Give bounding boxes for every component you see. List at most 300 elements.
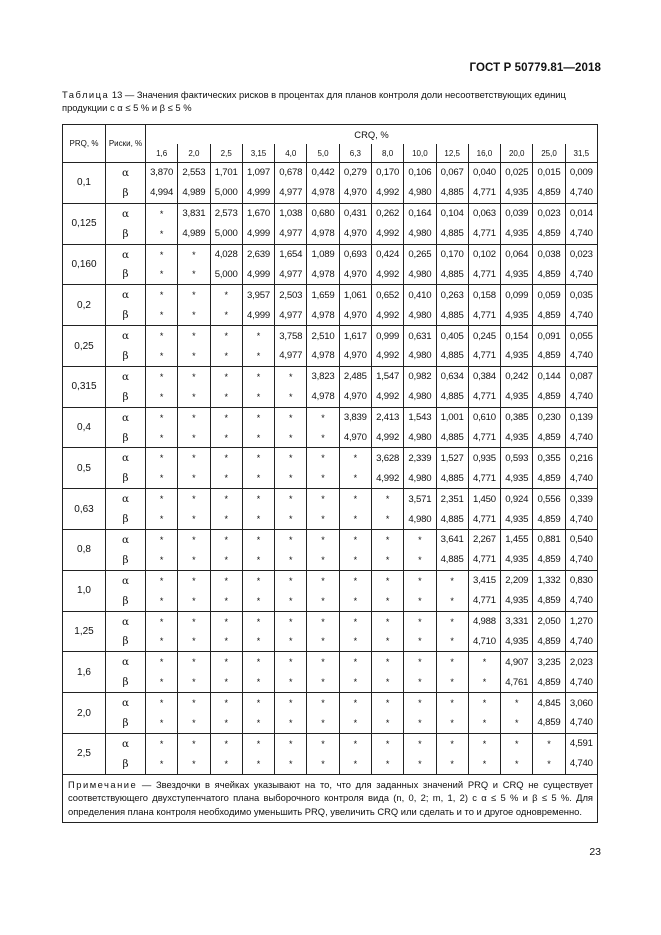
beta-value-cell: 5,000	[210, 183, 242, 203]
no-plan-star-cell: *	[242, 693, 274, 713]
prq-value-cell: 2,0	[63, 693, 106, 734]
beta-value-cell: 4,999	[242, 183, 274, 203]
alpha-value-cell: 1,547	[371, 366, 403, 386]
alpha-value-cell: 1,701	[210, 163, 242, 183]
no-plan-star-cell: *	[210, 570, 242, 590]
alpha-value-cell: 0,631	[404, 326, 436, 346]
no-plan-star-cell: *	[339, 448, 371, 468]
alpha-value-cell: 3,331	[501, 611, 533, 631]
beta-value-cell: 4,980	[404, 468, 436, 488]
crq-value-header: 10,0	[404, 144, 436, 163]
alpha-value-cell: 3,823	[307, 366, 339, 386]
alpha-value-cell: 0,693	[339, 244, 371, 264]
no-plan-star-cell: *	[210, 631, 242, 651]
no-plan-star-cell: *	[178, 489, 210, 509]
alpha-value-cell: 0,067	[436, 163, 468, 183]
no-plan-star-cell: *	[210, 285, 242, 305]
no-plan-star-cell: *	[178, 570, 210, 590]
no-plan-star-cell: *	[404, 570, 436, 590]
prq-value-cell: 0,160	[63, 244, 106, 285]
alpha-value-cell: 0,982	[404, 366, 436, 386]
table-row-alpha	[63, 366, 598, 386]
table-row-alpha	[63, 203, 598, 223]
alpha-value-cell: 0,230	[533, 407, 565, 427]
alpha-value-cell: 1,332	[533, 570, 565, 590]
alpha-value-cell: 0,424	[371, 244, 403, 264]
alpha-value-cell: 1,455	[501, 530, 533, 550]
beta-risk-label: β	[106, 346, 146, 366]
beta-value-cell: 4,885	[436, 550, 468, 570]
alpha-value-cell: 0,680	[307, 203, 339, 223]
no-plan-star-cell: *	[275, 468, 307, 488]
crq-value-header: 20,0	[501, 144, 533, 163]
alpha-value-cell: 0,410	[404, 285, 436, 305]
alpha-risk-label: α	[106, 652, 146, 672]
alpha-value-cell: 0,106	[404, 163, 436, 183]
alpha-value-cell: 2,553	[178, 163, 210, 183]
beta-value-cell: 4,970	[339, 183, 371, 203]
crq-value-header: 1,6	[146, 144, 178, 163]
alpha-value-cell: 1,527	[436, 448, 468, 468]
beta-value-cell: 4,859	[533, 713, 565, 733]
beta-value-cell: 4,992	[371, 346, 403, 366]
prq-value-cell: 0,1	[63, 163, 106, 204]
no-plan-star-cell: *	[275, 672, 307, 692]
no-plan-star-cell: *	[146, 570, 178, 590]
no-plan-star-cell: *	[371, 611, 403, 631]
no-plan-star-cell: *	[371, 489, 403, 509]
alpha-value-cell: 0,102	[468, 244, 500, 264]
table-row-alpha	[63, 163, 598, 183]
alpha-value-cell: 0,355	[533, 448, 565, 468]
beta-value-cell: 4,935	[501, 591, 533, 611]
no-plan-star-cell: *	[178, 530, 210, 550]
alpha-value-cell: 1,670	[242, 203, 274, 223]
no-plan-star-cell: *	[210, 652, 242, 672]
no-plan-star-cell: *	[242, 754, 274, 774]
no-plan-star-cell: *	[307, 754, 339, 774]
prq-value-cell: 0,63	[63, 489, 106, 530]
no-plan-star-cell: *	[178, 611, 210, 631]
beta-value-cell: 4,935	[501, 387, 533, 407]
alpha-value-cell: 0,104	[436, 203, 468, 223]
beta-value-cell: 4,999	[242, 305, 274, 325]
beta-risk-label: β	[106, 387, 146, 407]
beta-value-cell: 4,740	[565, 672, 597, 692]
no-plan-star-cell: *	[339, 530, 371, 550]
beta-risk-label: β	[106, 754, 146, 774]
alpha-value-cell: 0,265	[404, 244, 436, 264]
beta-value-cell: 4,740	[565, 305, 597, 325]
no-plan-star-cell: *	[146, 693, 178, 713]
beta-value-cell: 4,999	[242, 264, 274, 284]
no-plan-star-cell: *	[339, 652, 371, 672]
alpha-value-cell: 1,450	[468, 489, 500, 509]
no-plan-star-cell: *	[371, 631, 403, 651]
note-text: — Звездочки в ячейках указывают на то, что для заданных значений PRQ и CRQ не существует соответствующего двухступенчатого плана выборочного контроля вида (n, 0, 2; m, 1, 2) с α ≤ 5 % и β ≤ 5 %. Для определения плана контроля необходимо уменьшить PRQ, увеличить CRQ или сделать и то и другое одновременно.	[68, 778, 593, 817]
beta-value-cell: 4,859	[533, 428, 565, 448]
table-row-beta	[63, 591, 598, 611]
alpha-value-cell: 0,023	[533, 203, 565, 223]
alpha-value-cell: 0,245	[468, 326, 500, 346]
alpha-value-cell: 2,023	[565, 652, 597, 672]
beta-value-cell: 4,999	[242, 224, 274, 244]
beta-risk-label: β	[106, 672, 146, 692]
no-plan-star-cell: *	[307, 407, 339, 427]
alpha-value-cell: 3,957	[242, 285, 274, 305]
beta-value-cell: 4,978	[307, 183, 339, 203]
no-plan-star-cell: *	[178, 305, 210, 325]
table-row-beta	[63, 428, 598, 448]
no-plan-star-cell: *	[404, 713, 436, 733]
table-row-beta	[63, 468, 598, 488]
no-plan-star-cell: *	[436, 733, 468, 753]
beta-value-cell: 4,935	[501, 305, 533, 325]
table-caption-label: Таблица	[62, 89, 110, 100]
no-plan-star-cell: *	[242, 652, 274, 672]
no-plan-star-cell: *	[242, 509, 274, 529]
beta-value-cell: 4,935	[501, 264, 533, 284]
alpha-value-cell: 0,830	[565, 570, 597, 590]
beta-value-cell: 4,885	[436, 224, 468, 244]
no-plan-star-cell: *	[275, 652, 307, 672]
alpha-value-cell: 0,091	[533, 326, 565, 346]
alpha-value-cell: 0,935	[468, 448, 500, 468]
no-plan-star-cell: *	[275, 713, 307, 733]
beta-value-cell: 4,992	[371, 264, 403, 284]
beta-value-cell: 4,980	[404, 509, 436, 529]
beta-value-cell: 4,992	[371, 224, 403, 244]
no-plan-star-cell: *	[275, 631, 307, 651]
no-plan-star-cell: *	[339, 713, 371, 733]
no-plan-star-cell: *	[242, 570, 274, 590]
alpha-value-cell: 1,617	[339, 326, 371, 346]
table-row-alpha	[63, 530, 598, 550]
table-row-beta	[63, 305, 598, 325]
beta-value-cell: 4,980	[404, 346, 436, 366]
no-plan-star-cell: *	[501, 693, 533, 713]
table-row-beta	[63, 550, 598, 570]
no-plan-star-cell: *	[146, 713, 178, 733]
no-plan-star-cell: *	[146, 530, 178, 550]
beta-value-cell: 4,771	[468, 550, 500, 570]
beta-value-cell: 4,885	[436, 183, 468, 203]
table-row-alpha	[63, 285, 598, 305]
no-plan-star-cell: *	[210, 366, 242, 386]
no-plan-star-cell: *	[178, 407, 210, 427]
no-plan-star-cell: *	[307, 509, 339, 529]
no-plan-star-cell: *	[242, 366, 274, 386]
no-plan-star-cell: *	[178, 509, 210, 529]
no-plan-star-cell: *	[146, 509, 178, 529]
beta-value-cell: 4,885	[436, 346, 468, 366]
beta-value-cell: 4,980	[404, 183, 436, 203]
prq-value-cell: 1,6	[63, 652, 106, 693]
beta-value-cell: 4,740	[565, 509, 597, 529]
alpha-value-cell: 2,510	[307, 326, 339, 346]
no-plan-star-cell: *	[242, 550, 274, 570]
alpha-value-cell: 0,087	[565, 366, 597, 386]
no-plan-star-cell: *	[178, 693, 210, 713]
beta-value-cell: 4,980	[404, 264, 436, 284]
alpha-value-cell: 1,659	[307, 285, 339, 305]
no-plan-star-cell: *	[146, 305, 178, 325]
beta-value-cell: 4,978	[307, 346, 339, 366]
alpha-value-cell: 0,652	[371, 285, 403, 305]
alpha-value-cell: 0,216	[565, 448, 597, 468]
alpha-value-cell: 0,144	[533, 366, 565, 386]
no-plan-star-cell: *	[242, 611, 274, 631]
no-plan-star-cell: *	[242, 672, 274, 692]
no-plan-star-cell: *	[533, 733, 565, 753]
no-plan-star-cell: *	[307, 672, 339, 692]
alpha-value-cell: 3,641	[436, 530, 468, 550]
crq-value-header: 31,5	[565, 144, 597, 163]
alpha-value-cell: 3,235	[533, 652, 565, 672]
table-row-beta	[63, 672, 598, 692]
no-plan-star-cell: *	[371, 672, 403, 692]
beta-risk-label: β	[106, 631, 146, 651]
table-row-beta	[63, 509, 598, 529]
alpha-value-cell: 0,999	[371, 326, 403, 346]
no-plan-star-cell: *	[307, 550, 339, 570]
alpha-value-cell: 0,405	[436, 326, 468, 346]
beta-value-cell: 4,740	[565, 468, 597, 488]
alpha-value-cell: 4,591	[565, 733, 597, 753]
beta-value-cell: 4,980	[404, 305, 436, 325]
beta-value-cell: 4,740	[565, 183, 597, 203]
no-plan-star-cell: *	[242, 631, 274, 651]
no-plan-star-cell: *	[436, 713, 468, 733]
beta-value-cell: 4,970	[339, 428, 371, 448]
no-plan-star-cell: *	[468, 754, 500, 774]
alpha-value-cell: 0,339	[565, 489, 597, 509]
no-plan-star-cell: *	[146, 285, 178, 305]
no-plan-star-cell: *	[436, 631, 468, 651]
no-plan-star-cell: *	[242, 346, 274, 366]
table-row-alpha	[63, 652, 598, 672]
table-note-row	[63, 774, 598, 823]
no-plan-star-cell: *	[146, 652, 178, 672]
alpha-value-cell: 0,154	[501, 326, 533, 346]
no-plan-star-cell: *	[339, 509, 371, 529]
beta-value-cell: 4,859	[533, 591, 565, 611]
alpha-value-cell: 0,924	[501, 489, 533, 509]
no-plan-star-cell: *	[275, 448, 307, 468]
table-row-beta	[63, 631, 598, 651]
no-plan-star-cell: *	[404, 754, 436, 774]
no-plan-star-cell: *	[404, 652, 436, 672]
alpha-value-cell: 3,571	[404, 489, 436, 509]
no-plan-star-cell: *	[501, 713, 533, 733]
table-row-alpha	[63, 244, 598, 264]
alpha-value-cell: 1,001	[436, 407, 468, 427]
alpha-value-cell: 2,351	[436, 489, 468, 509]
alpha-value-cell: 1,061	[339, 285, 371, 305]
no-plan-star-cell: *	[275, 407, 307, 427]
table-caption-text: 13 — Значения фактических рисков в процентах для планов контроля доли несоответствующих единиц продукции с α ≤ 5 % и β ≤ 5 %	[62, 89, 566, 113]
beta-value-cell: 4,771	[468, 387, 500, 407]
no-plan-star-cell: *	[307, 428, 339, 448]
no-plan-star-cell: *	[307, 530, 339, 550]
table-header-row	[63, 125, 598, 145]
prq-value-cell: 1,25	[63, 611, 106, 652]
no-plan-star-cell: *	[533, 754, 565, 774]
no-plan-star-cell: *	[178, 591, 210, 611]
no-plan-star-cell: *	[242, 489, 274, 509]
alpha-value-cell: 0,262	[371, 203, 403, 223]
beta-value-cell: 4,935	[501, 346, 533, 366]
beta-value-cell: 4,740	[565, 550, 597, 570]
alpha-value-cell: 3,060	[565, 693, 597, 713]
alpha-value-cell: 0,678	[275, 163, 307, 183]
alpha-value-cell: 1,097	[242, 163, 274, 183]
page-number: 23	[589, 846, 601, 858]
no-plan-star-cell: *	[178, 264, 210, 284]
beta-value-cell: 4,771	[468, 224, 500, 244]
alpha-risk-label: α	[106, 611, 146, 631]
beta-value-cell: 4,994	[146, 183, 178, 203]
no-plan-star-cell: *	[339, 570, 371, 590]
no-plan-star-cell: *	[371, 509, 403, 529]
no-plan-star-cell: *	[178, 733, 210, 753]
prq-value-cell: 0,315	[63, 366, 106, 407]
alpha-value-cell: 0,431	[339, 203, 371, 223]
no-plan-star-cell: *	[436, 611, 468, 631]
no-plan-star-cell: *	[242, 407, 274, 427]
no-plan-star-cell: *	[275, 387, 307, 407]
table-row-alpha	[63, 326, 598, 346]
beta-value-cell: 4,859	[533, 509, 565, 529]
no-plan-star-cell: *	[178, 326, 210, 346]
no-plan-star-cell: *	[307, 733, 339, 753]
no-plan-star-cell: *	[242, 591, 274, 611]
alpha-risk-label: α	[106, 366, 146, 386]
no-plan-star-cell: *	[178, 387, 210, 407]
no-plan-star-cell: *	[371, 652, 403, 672]
beta-value-cell: 4,761	[501, 672, 533, 692]
beta-value-cell: 4,740	[565, 428, 597, 448]
beta-value-cell: 4,859	[533, 631, 565, 651]
beta-value-cell: 4,885	[436, 305, 468, 325]
prq-value-cell: 0,8	[63, 530, 106, 571]
no-plan-star-cell: *	[307, 713, 339, 733]
no-plan-star-cell: *	[146, 591, 178, 611]
risk-table	[62, 124, 598, 823]
alpha-value-cell: 0,263	[436, 285, 468, 305]
beta-risk-label: β	[106, 591, 146, 611]
alpha-risk-label: α	[106, 448, 146, 468]
no-plan-star-cell: *	[307, 611, 339, 631]
beta-value-cell: 4,977	[275, 305, 307, 325]
alpha-value-cell: 0,170	[436, 244, 468, 264]
no-plan-star-cell: *	[404, 733, 436, 753]
risk-column-header: Риски, %	[106, 125, 146, 163]
beta-value-cell: 4,771	[468, 305, 500, 325]
note-label: Примечание	[68, 778, 138, 790]
no-plan-star-cell: *	[404, 530, 436, 550]
alpha-value-cell: 0,442	[307, 163, 339, 183]
no-plan-star-cell: *	[146, 224, 178, 244]
alpha-value-cell: 2,413	[371, 407, 403, 427]
no-plan-star-cell: *	[371, 754, 403, 774]
no-plan-star-cell: *	[178, 468, 210, 488]
no-plan-star-cell: *	[275, 366, 307, 386]
crq-value-header: 3,15	[242, 144, 274, 163]
alpha-value-cell: 2,503	[275, 285, 307, 305]
no-plan-star-cell: *	[404, 591, 436, 611]
no-plan-star-cell: *	[307, 631, 339, 651]
no-plan-star-cell: *	[339, 754, 371, 774]
no-plan-star-cell: *	[307, 468, 339, 488]
alpha-risk-label: α	[106, 244, 146, 264]
alpha-value-cell: 0,158	[468, 285, 500, 305]
beta-value-cell: 4,992	[371, 305, 403, 325]
no-plan-star-cell: *	[178, 672, 210, 692]
crq-value-header: 16,0	[468, 144, 500, 163]
no-plan-star-cell: *	[146, 550, 178, 570]
alpha-value-cell: 2,573	[210, 203, 242, 223]
no-plan-star-cell: *	[307, 591, 339, 611]
no-plan-star-cell: *	[242, 387, 274, 407]
beta-value-cell: 4,935	[501, 428, 533, 448]
beta-value-cell: 4,859	[533, 387, 565, 407]
alpha-value-cell: 3,870	[146, 163, 178, 183]
alpha-value-cell: 0,039	[501, 203, 533, 223]
alpha-value-cell: 0,881	[533, 530, 565, 550]
crq-value-header: 4,0	[275, 144, 307, 163]
alpha-value-cell: 0,556	[533, 489, 565, 509]
beta-value-cell: 4,740	[565, 346, 597, 366]
no-plan-star-cell: *	[501, 754, 533, 774]
table-row-alpha	[63, 489, 598, 509]
no-plan-star-cell: *	[436, 754, 468, 774]
no-plan-star-cell: *	[178, 448, 210, 468]
no-plan-star-cell: *	[210, 611, 242, 631]
no-plan-star-cell: *	[339, 550, 371, 570]
beta-value-cell: 5,000	[210, 224, 242, 244]
beta-value-cell: 4,977	[275, 346, 307, 366]
no-plan-star-cell: *	[210, 713, 242, 733]
no-plan-star-cell: *	[146, 407, 178, 427]
no-plan-star-cell: *	[146, 733, 178, 753]
alpha-value-cell: 0,170	[371, 163, 403, 183]
beta-value-cell: 4,935	[501, 224, 533, 244]
no-plan-star-cell: *	[371, 530, 403, 550]
no-plan-star-cell: *	[275, 530, 307, 550]
beta-risk-label: β	[106, 428, 146, 448]
table-row-alpha	[63, 407, 598, 427]
beta-value-cell: 4,740	[565, 591, 597, 611]
no-plan-star-cell: *	[242, 713, 274, 733]
alpha-risk-label: α	[106, 530, 146, 550]
no-plan-star-cell: *	[307, 570, 339, 590]
no-plan-star-cell: *	[339, 611, 371, 631]
alpha-value-cell: 3,628	[371, 448, 403, 468]
no-plan-star-cell: *	[404, 631, 436, 651]
prq-value-cell: 0,4	[63, 407, 106, 448]
beta-value-cell: 4,859	[533, 346, 565, 366]
no-plan-star-cell: *	[371, 570, 403, 590]
no-plan-star-cell: *	[178, 244, 210, 264]
no-plan-star-cell: *	[307, 652, 339, 672]
no-plan-star-cell: *	[210, 346, 242, 366]
alpha-risk-label: α	[106, 326, 146, 346]
alpha-value-cell: 0,063	[468, 203, 500, 223]
no-plan-star-cell: *	[275, 489, 307, 509]
no-plan-star-cell: *	[339, 468, 371, 488]
beta-value-cell: 4,970	[339, 387, 371, 407]
